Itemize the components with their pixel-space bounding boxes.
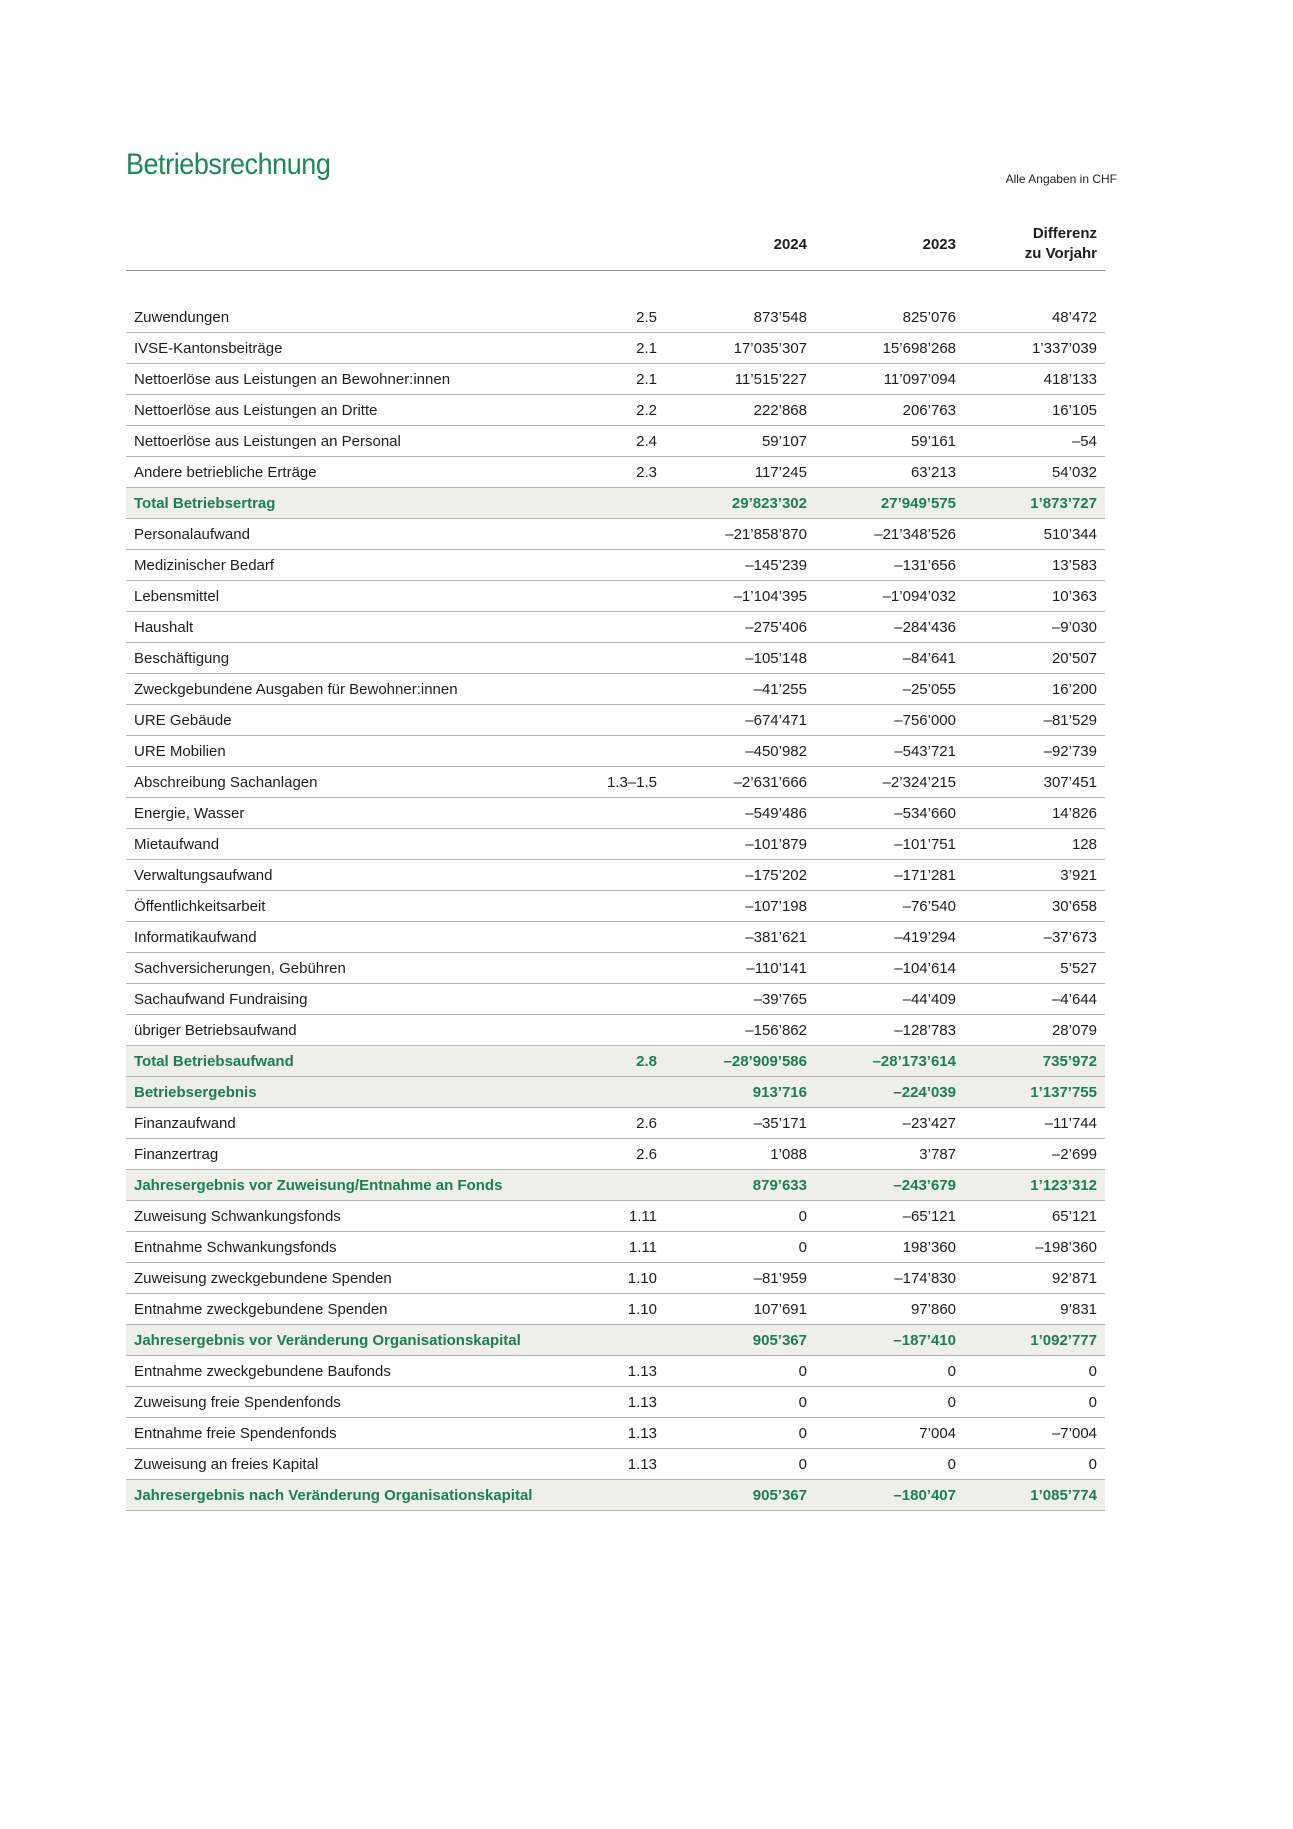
value-difference: 1’137’755 [1030,1084,1097,1101]
table-row [126,550,1105,581]
value-2024: –101’879 [745,836,807,853]
value-difference: 10’363 [1051,588,1097,605]
table-row [126,1139,1105,1170]
value-difference: –198’360 [1035,1239,1097,1256]
value-difference: 48’472 [1051,309,1097,326]
value-2024: 11’515’227 [734,371,807,388]
value-difference: 16’105 [1051,402,1097,419]
row-label: Zuweisung Schwankungsfonds [134,1208,341,1225]
value-2023: –756’000 [894,712,956,729]
total-row [126,1046,1105,1077]
row-label: Entnahme zweckgebundene Spenden [134,1301,388,1318]
value-difference: 1’337’039 [1031,340,1097,357]
total-row [126,1170,1105,1201]
row-label: Zuweisung freie Spendenfonds [134,1394,341,1411]
value-2024: 0 [798,1208,807,1225]
value-2023: 15’698’268 [882,340,956,357]
value-2023: –180’407 [893,1487,956,1504]
value-difference: –2’699 [1051,1146,1097,1163]
value-2024: –450’982 [745,743,807,760]
value-2023: –65’121 [902,1208,956,1225]
value-2023: –21’348’526 [874,526,956,543]
row-note-ref: 1.10 [627,1270,657,1287]
value-difference: 510’344 [1043,526,1097,543]
table-row [126,581,1105,612]
value-2023: 206’763 [902,402,956,419]
row-label: Haushalt [134,619,194,636]
value-difference: 9’831 [1060,1301,1097,1318]
value-difference: –9’030 [1051,619,1097,636]
row-label: Jahresergebnis vor Veränderung Organisationskapital [134,1332,521,1349]
header-2024: 2024 [773,236,807,253]
value-2024: –275’406 [745,619,807,636]
row-label: Medizinischer Bedarf [134,557,275,574]
value-2023: 0 [947,1394,956,1411]
value-2023: –28’173’614 [872,1053,956,1070]
row-note-ref: 2.8 [636,1053,657,1070]
row-label: Nettoerlöse aus Leistungen an Personal [134,433,401,450]
total-row [126,1325,1105,1356]
page-title: Betriebsrechnung [126,148,331,182]
table-row [126,767,1105,798]
value-2023: –2’324’215 [882,774,956,791]
row-label: Finanzaufwand [134,1115,236,1132]
value-difference: 735’972 [1042,1053,1097,1070]
row-note-ref: 1.13 [627,1425,657,1442]
value-2023: 0 [947,1363,956,1380]
value-2023: –174’830 [894,1270,956,1287]
value-difference: 13’583 [1051,557,1097,574]
value-2023: –534’660 [894,805,956,822]
row-label: Finanzertrag [134,1146,219,1163]
value-2024: 107’691 [753,1301,807,1318]
row-note-ref: 1.11 [628,1239,657,1256]
value-2024: –41’255 [753,681,807,698]
row-label: übriger Betriebsaufwand [134,1022,297,1039]
value-difference: 1’873’727 [1030,495,1097,512]
value-difference: 1’085’774 [1030,1487,1097,1504]
value-2024: –1’104’395 [733,588,807,605]
value-2024: 0 [798,1425,807,1442]
value-2023: –171’281 [894,867,956,884]
table-row [126,612,1105,643]
value-2024: 29’823’302 [731,495,807,512]
header-2023: 2023 [922,236,956,253]
value-2023: –84’641 [902,650,956,667]
value-2023: 63’213 [910,464,956,481]
table-row [126,829,1105,860]
row-label: Total Betriebsertrag [134,495,276,512]
header-diff-line2: zu Vorjahr [1024,245,1097,262]
table-row [126,519,1105,550]
value-difference: –37’673 [1043,929,1097,946]
value-difference: 128 [1071,836,1097,853]
row-label: Mietaufwand [134,836,220,853]
row-note-ref: 1.10 [627,1301,657,1318]
total-row [126,1077,1105,1108]
value-2024: –381’621 [745,929,807,946]
table-row [126,1418,1105,1449]
value-2024: 0 [798,1239,807,1256]
row-label: Personalaufwand [134,526,250,543]
currency-note: Alle Angaben in CHF [1005,172,1117,186]
value-difference: 20’507 [1051,650,1097,667]
table-row [126,736,1105,767]
value-2023: –131’656 [894,557,956,574]
value-2024: –28’909’586 [723,1053,807,1070]
value-2024: 905’367 [752,1487,807,1504]
table-row [126,1356,1105,1387]
row-label: Öffentlichkeitsarbeit [134,898,266,915]
row-label: URE Gebäude [134,712,232,729]
table-row [126,1449,1105,1480]
value-2024: –549’486 [745,805,807,822]
row-note-ref: 1.13 [627,1456,657,1473]
value-2023: –187’410 [893,1332,956,1349]
value-difference: 3’921 [1060,867,1097,884]
table-row [126,1263,1105,1294]
value-2023: –104’614 [894,960,956,977]
row-label: Entnahme freie Spendenfonds [134,1425,337,1442]
table-row [126,1015,1105,1046]
value-2024: –2’631’666 [733,774,807,791]
header-diff-line1: Differenz [1032,225,1097,242]
table-row [126,705,1105,736]
value-2024: 117’245 [754,464,807,481]
value-2023: 97’860 [910,1301,956,1318]
value-2023: –543’721 [894,743,956,760]
row-note-ref: 2.1 [636,340,657,357]
value-2023: 198’360 [902,1239,956,1256]
value-2024: –145’239 [745,557,807,574]
value-2024: 0 [798,1363,807,1380]
table-row [126,426,1105,457]
total-row [126,488,1105,519]
row-label: Total Betriebsaufwand [134,1053,294,1070]
row-label: Entnahme Schwankungsfonds [134,1239,337,1256]
value-2024: –110’141 [746,960,807,977]
value-difference: 5’527 [1060,960,1097,977]
row-label: Jahresergebnis vor Zuweisung/Entnahme an Fonds [134,1177,503,1194]
row-label: Entnahme zweckgebundene Baufonds [134,1363,391,1380]
value-difference: 1’092’777 [1030,1332,1097,1349]
value-difference: 0 [1088,1456,1097,1473]
table-row [126,860,1105,891]
value-2023: –419’294 [894,929,956,946]
table-header [126,218,1105,271]
row-label: Zuwendungen [134,309,230,326]
row-label: Sachaufwand Fundraising [134,991,308,1008]
value-difference: –92’739 [1043,743,1097,760]
table-body [126,302,1105,1511]
header-spacer [126,271,1105,302]
row-label: Sachversicherungen, Gebühren [134,960,346,977]
value-difference: 1’123’312 [1030,1177,1097,1194]
value-2023: –1’094’032 [882,588,956,605]
value-2024: –674’471 [745,712,807,729]
value-2023: –101’751 [894,836,956,853]
row-note-ref: 1.3–1.5 [606,774,657,791]
row-label: Nettoerlöse aus Leistungen an Dritte [134,402,378,419]
value-2023: 59’161 [910,433,956,450]
table-row [126,1387,1105,1418]
value-2023: 11’097’094 [883,371,956,388]
row-label: Andere betriebliche Erträge [134,464,317,481]
value-2023: –44’409 [902,991,956,1008]
row-label: Lebensmittel [134,588,220,605]
table-row [126,395,1105,426]
row-label: URE Mobilien [134,743,226,760]
value-difference: 418’133 [1043,371,1097,388]
table-row [126,1108,1105,1139]
row-note-ref: 1.11 [628,1208,657,1225]
row-label: Jahresergebnis nach Veränderung Organisationskapital [134,1487,533,1504]
row-note-ref: 2.1 [636,371,657,388]
row-label: Energie, Wasser [134,805,245,822]
value-2024: 17’035’307 [733,340,807,357]
value-2024: –105’148 [745,650,807,667]
row-note-ref: 2.6 [636,1146,657,1163]
row-label: Abschreibung Sachanlagen [134,774,318,791]
value-2024: 879’633 [752,1177,807,1194]
value-difference: –54 [1071,433,1097,450]
row-label: Zweckgebundene Ausgaben für Bewohner:innen [134,681,458,698]
value-2024: 905’367 [752,1332,807,1349]
value-2024: –107’198 [745,898,807,915]
table-row [126,674,1105,705]
value-2024: 222’868 [753,402,807,419]
row-label: Informatikaufwand [134,929,257,946]
value-2023: –76’540 [902,898,956,915]
total-row [126,1480,1105,1511]
value-2024: –21’858’870 [725,526,807,543]
row-note-ref: 2.2 [636,402,657,419]
value-2024: –39’765 [753,991,807,1008]
value-difference: 307’451 [1043,774,1097,791]
value-2023: –284’436 [894,619,956,636]
value-difference: –11’744 [1044,1115,1097,1132]
income-statement-table [126,218,1105,1511]
value-difference: 28’079 [1051,1022,1097,1039]
value-difference: 30’658 [1051,898,1097,915]
value-difference: 92’871 [1051,1270,1097,1287]
value-2023: –25’055 [902,681,956,698]
value-2024: –156’862 [745,1022,807,1039]
row-label: Verwaltungsaufwand [134,867,273,884]
table-row [126,333,1105,364]
value-difference: 65’121 [1051,1208,1097,1225]
table-row [126,643,1105,674]
value-2023: –243’679 [893,1177,956,1194]
row-note-ref: 1.13 [627,1363,657,1380]
value-difference: 54’032 [1051,464,1097,481]
table-row [126,364,1105,395]
value-2024: 0 [798,1456,807,1473]
row-note-ref: 2.5 [636,309,657,326]
value-2024: 0 [798,1394,807,1411]
row-label: IVSE-Kantonsbeiträge [134,340,283,357]
value-2023: 825’076 [902,309,956,326]
table-row [126,891,1105,922]
value-2024: –35’171 [753,1115,807,1132]
value-2024: 1’088 [770,1146,807,1163]
row-label: Zuweisung an freies Kapital [134,1456,319,1473]
value-difference: 14’826 [1051,805,1097,822]
value-difference: 0 [1088,1363,1097,1380]
value-difference: –81’529 [1043,712,1097,729]
value-2024: 59’107 [761,433,807,450]
value-difference: –4’644 [1051,991,1097,1008]
value-2024: 873’548 [753,309,807,326]
value-difference: –7’004 [1051,1425,1097,1442]
value-2023: 3’787 [919,1146,956,1163]
header-difference [1025,224,1097,264]
value-2023: 7’004 [919,1425,956,1442]
value-2024: –81’959 [753,1270,807,1287]
value-2024: –175’202 [745,867,807,884]
table-row [126,1294,1105,1325]
table-row [126,302,1105,333]
table-row [126,457,1105,488]
row-note-ref: 2.6 [636,1115,657,1132]
table-row [126,953,1105,984]
row-note-ref: 1.13 [627,1394,657,1411]
table-row [126,984,1105,1015]
value-2023: 0 [947,1456,956,1473]
table-row [126,1232,1105,1263]
table-row [126,922,1105,953]
row-note-ref: 2.4 [636,433,657,450]
value-2023: 27’949’575 [880,495,956,512]
row-label: Betriebsergebnis [134,1084,257,1101]
value-2023: –23’427 [902,1115,956,1132]
row-label: Nettoerlöse aus Leistungen an Bewohner:innen [134,371,451,388]
row-label: Beschäftigung [134,650,230,667]
table-row [126,798,1105,829]
value-difference: 0 [1088,1394,1097,1411]
value-2024: 913’716 [752,1084,807,1101]
table-row [126,1201,1105,1232]
row-label: Zuweisung zweckgebundene Spenden [134,1270,392,1287]
value-difference: 16’200 [1051,681,1097,698]
value-2023: –128’783 [894,1022,956,1039]
row-note-ref: 2.3 [636,464,657,481]
value-2023: –224’039 [893,1084,956,1101]
